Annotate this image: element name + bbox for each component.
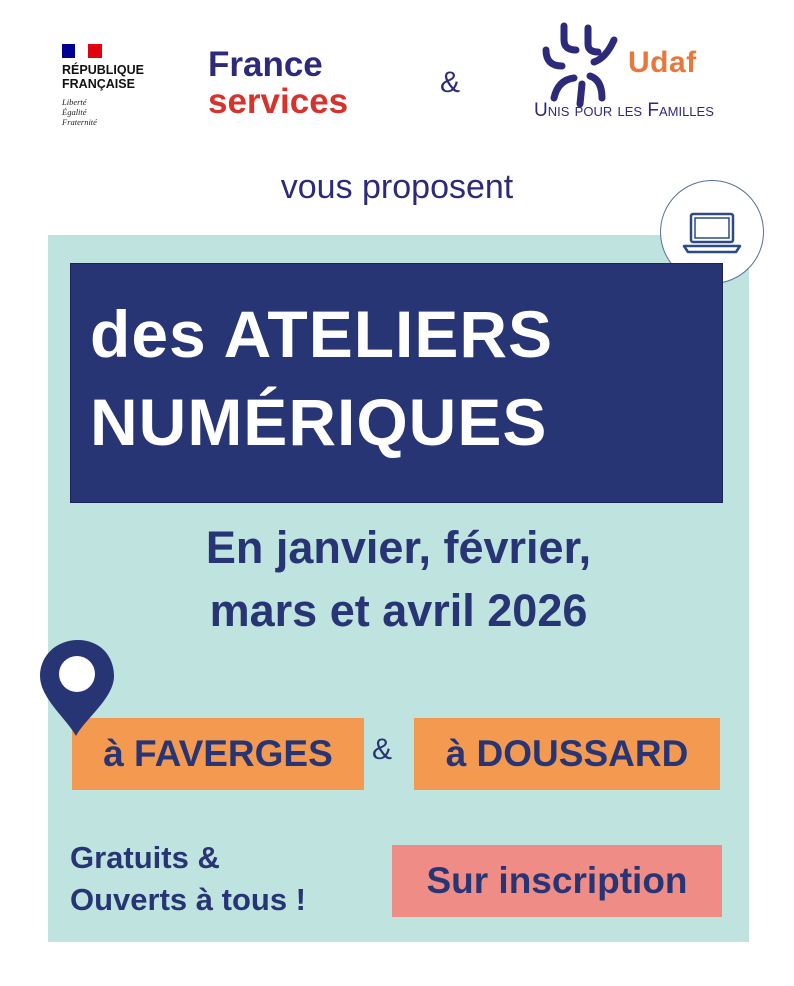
location-doussard-label: à DOUSSARD [445, 733, 689, 774]
location-faverges-label: à FAVERGES [103, 733, 333, 774]
location-pin-icon [38, 638, 118, 738]
dates-line-1: En janvier, février, [205, 522, 592, 573]
republic-motto [62, 97, 97, 127]
header-ampersand: & [440, 66, 461, 99]
free-line-1: Gratuits & [70, 840, 220, 875]
marianne-flag-icon [62, 44, 102, 58]
francaise-line: FRANÇAISE [62, 77, 135, 91]
republique-francaise-logo [62, 63, 144, 91]
motto-liberte: Liberté [62, 97, 87, 107]
udaf-slogan: Unis pour les Familles [534, 100, 714, 121]
free-line-2: Ouverts à tous ! [70, 882, 306, 917]
dates-line-2: mars et avril 2026 [209, 585, 588, 636]
udaf-logo-text: Udaf [628, 46, 697, 79]
signup-label: Sur inscription [426, 860, 688, 901]
motto-egalite: Égalité [62, 107, 87, 117]
motto-fraternite: Fraternité [62, 117, 97, 127]
udaf-logo-icon [536, 18, 626, 108]
subtitle: vous proposent [280, 168, 514, 206]
france-services-logo-line1: France [208, 45, 323, 84]
france-services-logo-line2: services [208, 82, 349, 121]
republique-line: RÉPUBLIQUE [62, 63, 144, 77]
laptop-icon [681, 208, 743, 256]
locations-ampersand: & [372, 733, 393, 766]
location-doussard [414, 718, 720, 790]
title-line-1: des ATELIERS [90, 297, 554, 371]
signup-badge [392, 845, 722, 917]
title-line-2: NUMÉRIQUES [90, 385, 548, 459]
